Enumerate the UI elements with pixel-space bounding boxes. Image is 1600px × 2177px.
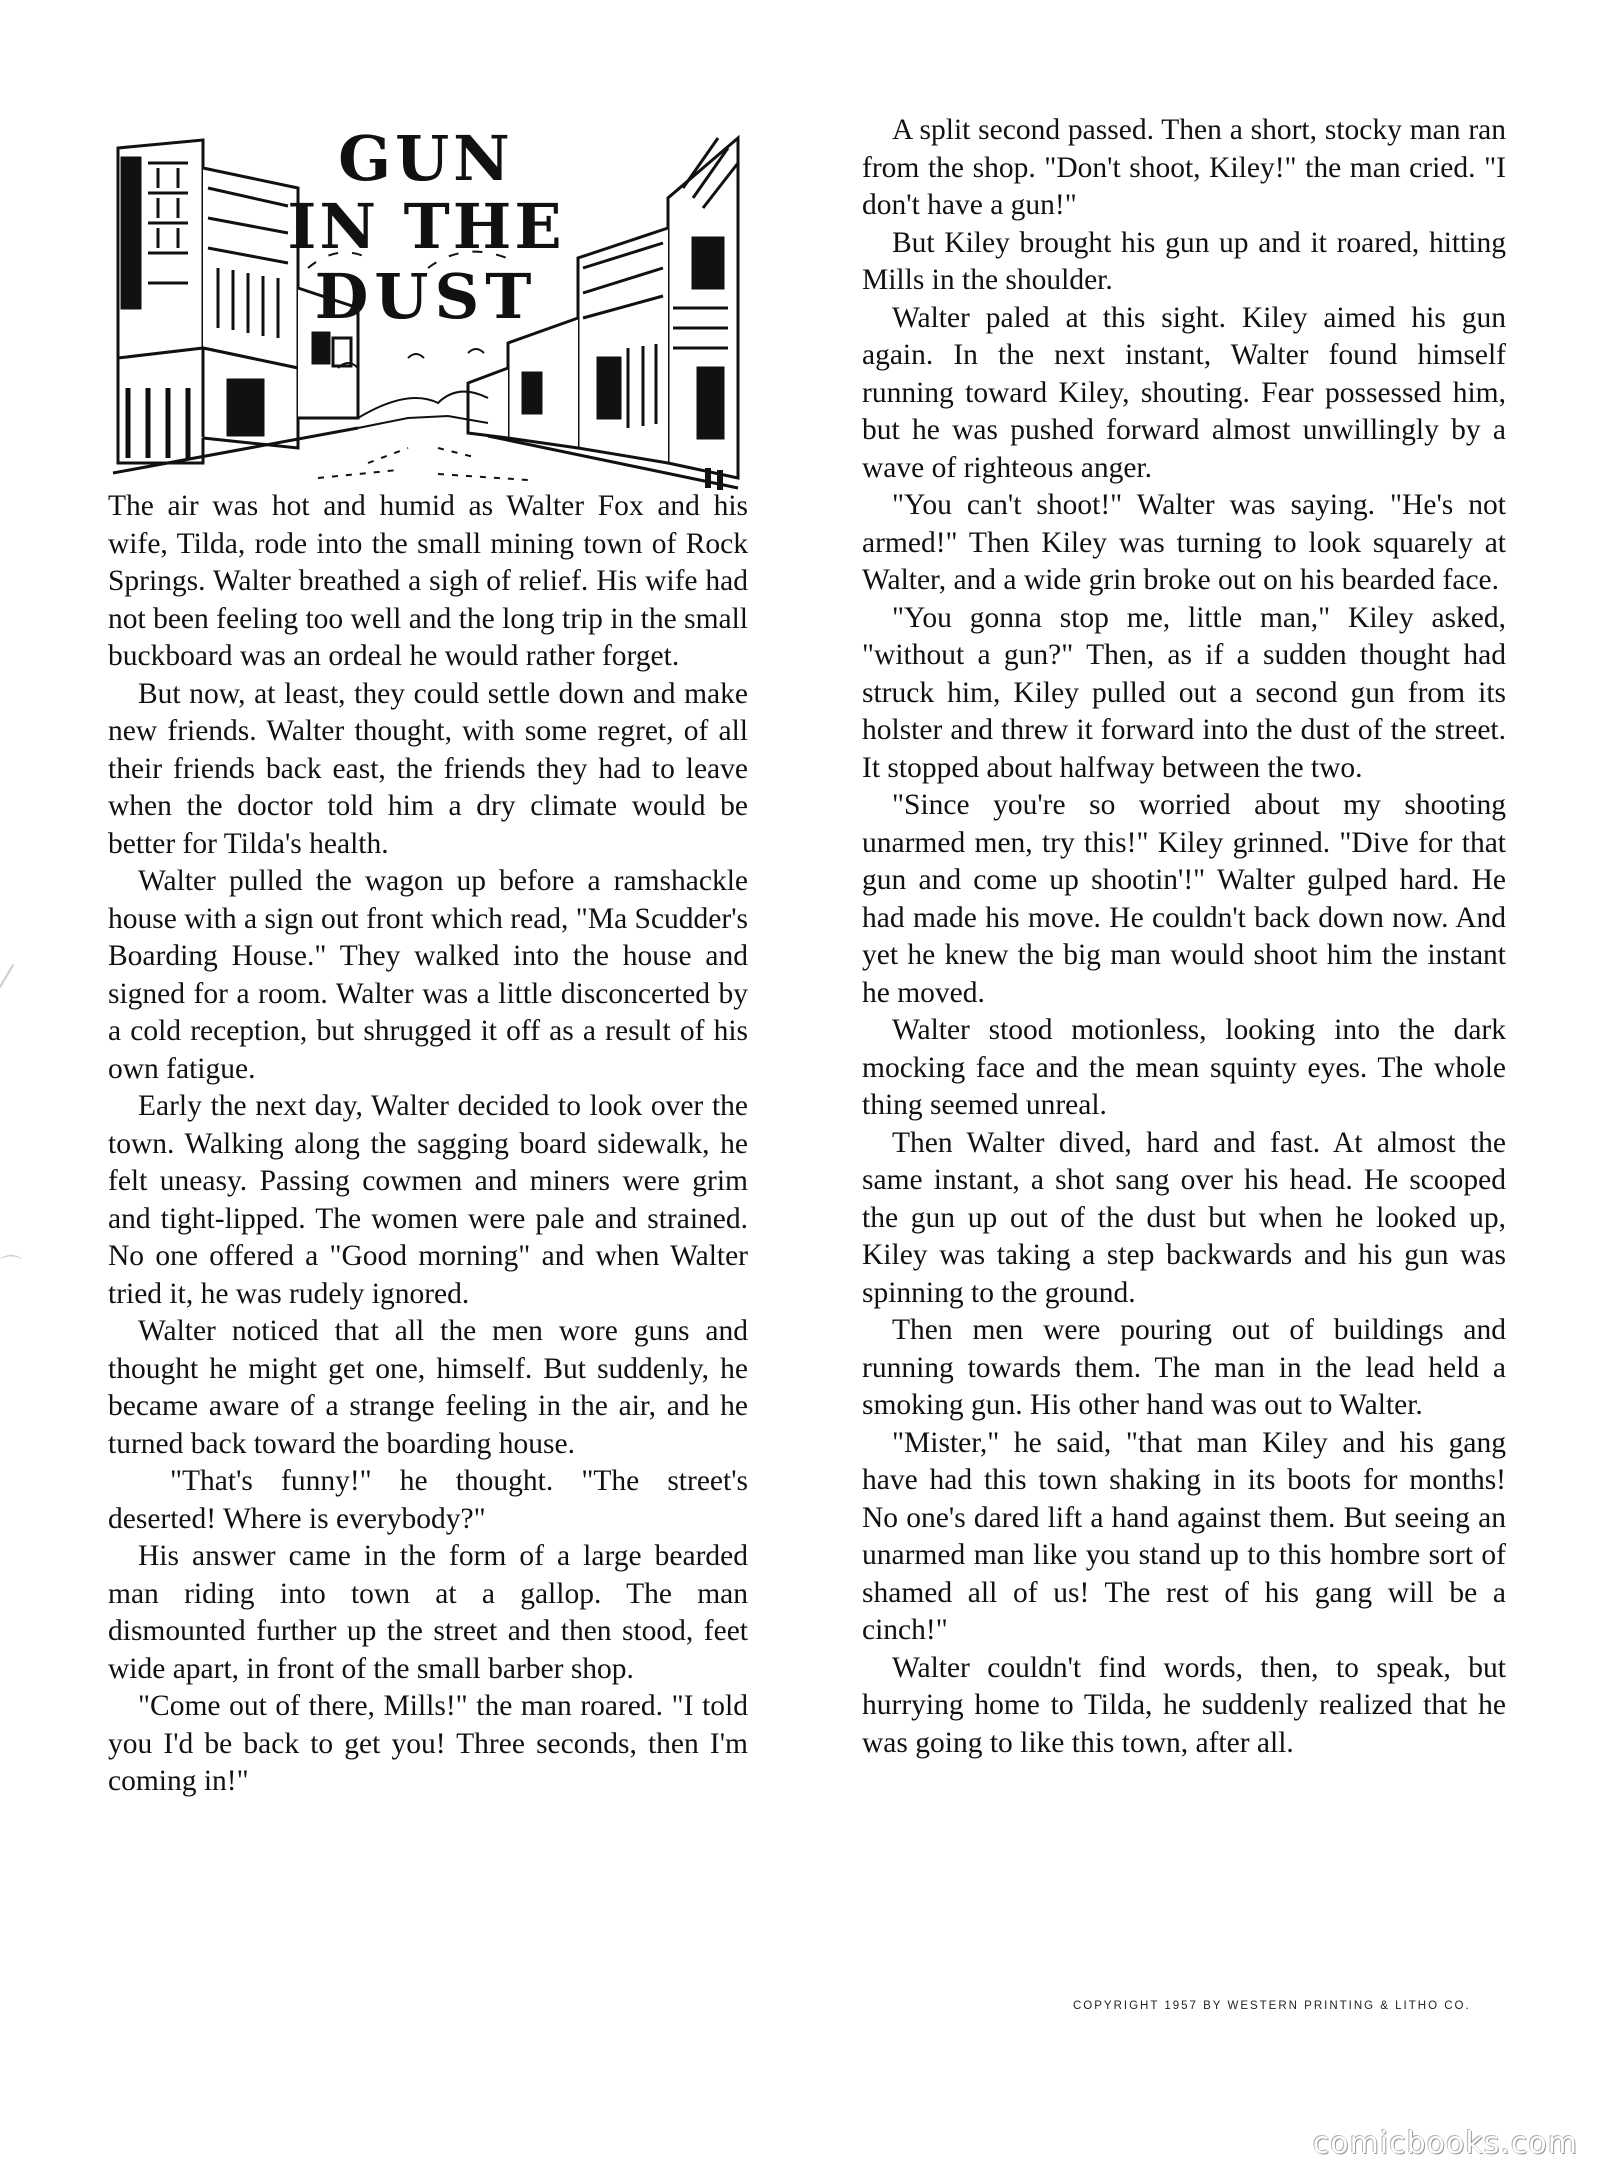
paragraph: Walter couldn't find words, then, to speak, but hurrying home to Tilda, he suddenly realized that he was going to like this town, after all.	[862, 1651, 1506, 1759]
title-line-3: DUST	[314, 260, 538, 333]
right-column	[862, 112, 1506, 1762]
paragraph: Then men were pouring out of buildings and running towards them. The man in the lead held a smoking gun. His other hand was out to Walter.	[862, 1314, 1506, 1421]
left-column	[108, 488, 748, 1801]
site-watermark: comicbooks.com	[1312, 2126, 1578, 2161]
paragraph: "You can't shoot!" Walter was saying. "He's not armed!" Then Kiley was turning to look squarely at Walter, and a wide grin broke out on his bearded face.	[862, 489, 1506, 596]
paragraph: His answer came in the form of a large bearded man riding into town at a gallop. The man dismounted further up the street and then stood, feet wide apart, in front of the small barber shop.	[108, 1540, 748, 1685]
margin-mark-icon: ⁄	[4, 960, 10, 995]
margin-mark-icon: ⌒	[0, 1255, 23, 1280]
paragraph: Early the next day, Walter decided to look over the town. Walking along the sagging board sidewalk, he felt uneasy. Passing cowmen and miners were grim and tight-lipped. The women were pale and strained. No one offered a "Good morning" and when Walter tried it, he was rudely ignored.	[108, 1090, 748, 1310]
paragraph: Then Walter dived, hard and fast. At almost the same instant, a shot sang over his head. He scooped the gun up out of the dust but when he looked up, Kiley was taking a step backwards and his gun was spinning to the ground.	[862, 1126, 1506, 1309]
western-street-illustration	[108, 118, 744, 496]
paragraph: "You gonna stop me, little man," Kiley asked, "without a gun?" Then, as if a sudden thought had struck him, Kiley pulled out a second gun from its holster and threw it forward into the dust of the street. It stopped about halfway between the two.	[862, 601, 1506, 784]
paragraph: The air was hot and humid as Walter Fox and his wife, Tilda, rode into the small mining town of Rock Springs. Walter breathed a sigh of relief. His wife had not been feeling too well and the long trip in the small buckboard was an ordeal he would rather forget.	[108, 490, 748, 672]
story-title	[287, 122, 564, 333]
paragraph: "Come out of there, Mills!" the man roared. "I told you I'd be back to get you! Three seconds, then I'm coming in!"	[108, 1690, 748, 1797]
paragraph: "Mister," he said, "that man Kiley and his gang have had this town shaking in its boots for months! No one's dared lift a hand against them. But seeing an unarmed man like you stand up to this hombre sort of shamed all of us! The rest of his gang will be a cinch!"	[862, 1426, 1506, 1646]
paragraph: Walter noticed that all the men wore guns and thought he might get one, himself. But suddenly, he became aware of a strange feeling in the air, and he turned back toward the boarding house.	[108, 1315, 748, 1460]
paragraph: A split second passed. Then a short, stocky man ran from the shop. "Don't shoot, Kiley!" the man cried. "I don't have a gun!"	[862, 114, 1506, 221]
paragraph: "Since you're so worried about my shooting unarmed men, try this!" Kiley grinned. "Dive for that gun and come up shootin'!" Walter gulped hard. He had made his move. He couldn't back down now. And yet he knew the big man would shoot him the instant he moved.	[862, 789, 1506, 1009]
paragraph: Walter pulled the wagon up before a ramshackle house with a sign out front which read, "Ma Scudder's Boarding House." They walked into the house and signed for a room. Walter was a little disconcerted by a cold reception, but shrugged it off as a result of his own fatigue.	[108, 865, 749, 1085]
paragraph: Walter paled at this sight. Kiley aimed his gun again. In the next instant, Walter found himself running toward Kiley, shouting. Fear possessed him, but he was pushed forward almost unwillingly by a wave of righteous anger.	[862, 301, 1506, 484]
title-line-1: GUN	[338, 122, 514, 195]
paragraph: But Kiley brought his gun up and it roared, hitting Mills in the shoulder.	[862, 226, 1506, 296]
paragraph: Walter stood motionless, looking into the dark mocking face and the mean squinty eyes. The whole thing seemed unreal.	[862, 1014, 1506, 1121]
paragraph: But now, at least, they could settle down and make new friends. Walter thought, with some regret, of all their friends back east, the friends they had to leave when the doctor told him a dry climate would be better for Tilda's health.	[108, 677, 748, 860]
title-line-2: IN THE	[287, 190, 565, 263]
paragraph: "That's funny!" he thought. "The street's deserted! Where is everybody?"	[108, 1465, 748, 1535]
copyright-notice: COPYRIGHT 1957 BY WESTERN PRINTING & LITHO CO.	[1073, 2000, 1471, 2012]
